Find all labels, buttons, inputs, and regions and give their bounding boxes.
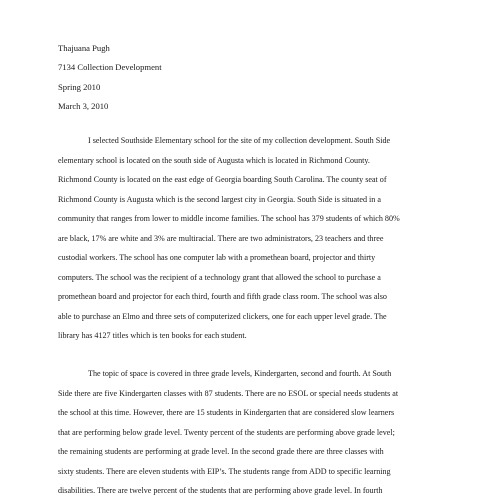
paragraph-line: community that ranges from lower to middle income families. The school has 379 students of which 80%: [58, 214, 400, 223]
paragraph-1: [58, 131, 439, 346]
paragraph-line: that are performing below grade level. Twenty percent of the students are performing above grade level;: [58, 427, 395, 437]
paragraph-line: are black, 17% are white and 3% are multiracial. There are two administrators, 23 teachers and three: [58, 233, 384, 243]
paragraph-line: Side there are five Kindergarten classes with 87 students. There are no ESOL or special needs students at: [58, 388, 399, 398]
paragraph-line: custodial workers. The school has one computer lab with a promethean board, projector and thirty: [58, 253, 376, 262]
paragraph-line: The topic of space is covered in three grade levels, Kindergarten, second and fourth. At South: [88, 369, 392, 379]
paragraph-line: Richmond County is located on the east edge of Georgia boarding South Carolina. The county seat of: [58, 175, 387, 184]
date: March 3, 2010: [58, 101, 109, 112]
paragraph-line: elementary school is located on the south side of Augusta which is located in Richmond County.: [58, 155, 370, 165]
paragraph-line: computers. The school was the recipient of a technology grant that allowed the school to purchase a: [58, 272, 381, 282]
term: Spring 2010: [58, 81, 101, 92]
paragraph-line: Richmond County is Augusta which is the second largest city in Georgia. South Side is situated in a: [58, 194, 381, 204]
paragraph-spacer: [58, 346, 439, 365]
paragraph-line: disabilities. There are twelve percent of the students that are performing above grade level. In fourth: [58, 486, 383, 496]
paragraph-line: able to purchase an Elmo and three sets of computerized clickers, one for each upper level grade. The: [58, 311, 387, 321]
course-title: 7134 Collection Development: [58, 62, 162, 73]
author-name: Thajuana Pugh: [58, 43, 110, 53]
paragraph-line: promethean board and projector for each third, fourth and fifth grade class room. The school was also: [58, 292, 387, 301]
paragraph-line: sixty students. There are eleven students with EIP’s. The students range from ADD to specific learning: [58, 466, 391, 476]
paragraph-2: [58, 364, 439, 501]
document-body: [58, 131, 439, 501]
paragraph-line: library has 4127 titles which is ten books for each student.: [58, 331, 247, 340]
paragraph-line: I selected Southside Elementary school for the site of my collection development. South Side: [88, 136, 391, 145]
paragraph-line: the remaining students are performing at grade level. In the second grade there are three classes with: [58, 447, 384, 457]
paragraph-line: the school at this time. However, there are 15 students in Kindergarten that are considered slow learners: [58, 408, 395, 418]
document-header: [58, 39, 438, 117]
